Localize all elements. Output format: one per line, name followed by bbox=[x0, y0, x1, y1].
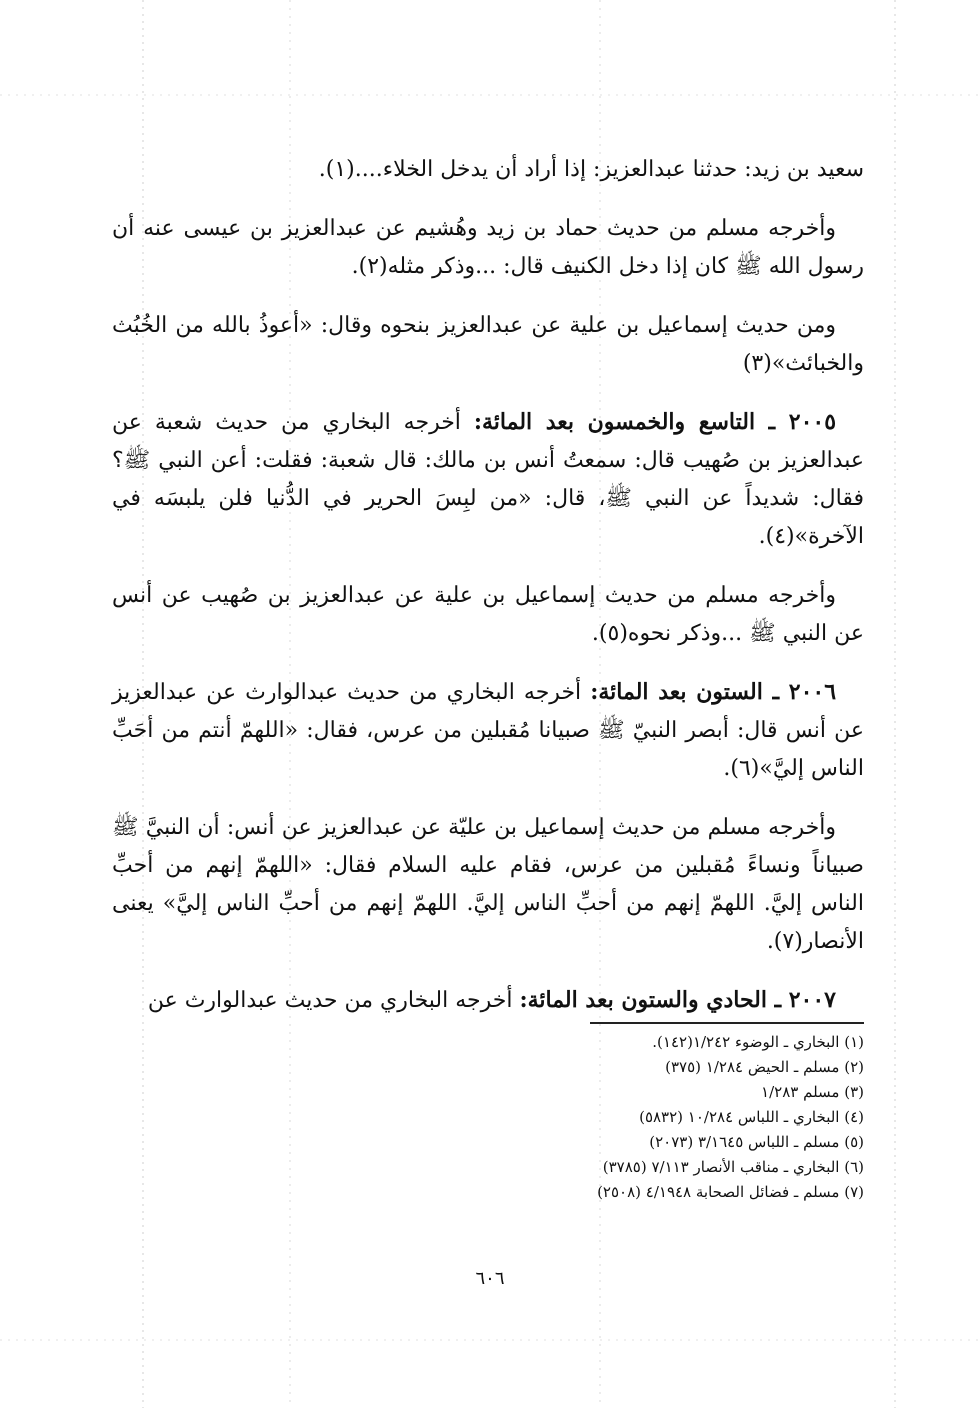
footnote: (٥) مسلم ـ اللباس ٣/١٦٤٥ (٢٠٧٣) bbox=[649, 1133, 864, 1151]
paragraph-text: وأخرجه مسلم من حديث إسماعيل بن علية عن عبدالعزيز بن صُهيب عن أنس عن النبي ﷺ ...وذكر نحوه(٥). bbox=[112, 583, 864, 646]
paragraph-text: وأخرجه مسلم من حديث إسماعيل بن عليّة عن عبدالعزيز عن أنس: أن النبيَّ ﷺ صبياناً ونساءً مُقبلين من عرس، فقام عليه السلام فقال: «اللهمّ إنهم من أحبِّ الناس إليَّ. اللهمّ إنهم من أحبِّ الناس إليَّ. اللهمّ إنهم من أحبِّ الناس إليَّ» يعنى الأنصار(٧). bbox=[112, 815, 864, 954]
hadith-number-heading: ٢٠٠٦ ـ الستون بعد المائة: bbox=[590, 679, 837, 705]
paragraph-text: وأخرجه مسلم من حديث حماد بن زيد وهُشيم عن عبدالعزيز بن عيسى عنه أن رسول الله ﷺ كان إذا دخل الكنيف قال: ...وذكر مثله(٢). bbox=[112, 216, 864, 279]
paragraph-text: أخرجه البخاري من حديث عبدالوارث عن bbox=[147, 988, 520, 1013]
footnote-divider bbox=[590, 1022, 864, 1024]
page-number: ٦٠٦ bbox=[475, 1268, 505, 1289]
hadith-entry-2007 bbox=[112, 981, 864, 1020]
hadith-number-heading: ٢٠٠٥ ـ التاسع والخمسون بعد المائة: bbox=[473, 409, 837, 435]
footnote: (١) البخاري ـ الوضوء ١/٢٤٢(١٤٢). bbox=[652, 1033, 864, 1051]
paragraph-text: أخرجه البخاري من حديث شعبة عن عبدالعزيز بن صُهيب قال: سمعتُ أنس بن مالك: قال شعبة: فقلت: أعن النبي ﷺ؟ فقال: شديداً عن النبي ﷺ، قال: «من لبِسَ الحرير في الدُّنيا فلن يلبسَه في الآخرة»(٤). bbox=[112, 410, 864, 549]
hadith-number-heading: ٢٠٠٧ ـ الحادي والستون بعد المائة: bbox=[519, 987, 836, 1013]
hadith-entry-2005 bbox=[112, 403, 864, 556]
paragraph-text: ومن حديث إسماعيل بن علية عن عبدالعزيز بنحوه وقال: «أعوذُ بالله من الخُبُث والخبائث»(٣) bbox=[112, 313, 864, 376]
paragraph bbox=[112, 209, 864, 286]
footnote: (٣) مسلم ١/٢٨٣ bbox=[761, 1083, 864, 1101]
paragraph-text: سعيد بن زيد: حدثنا عبدالعزيز: إذا أراد أن يدخل الخلاء....(١). bbox=[318, 157, 864, 182]
footnote: (٧) مسلم ـ فضائل الصحابة ٤/١٩٤٨ (٢٥٠٨) bbox=[597, 1183, 864, 1201]
footnote: (٢) مسلم ـ الحيض ١/٢٨٤ (٣٧٥) bbox=[665, 1058, 864, 1076]
paragraph-text: أخرجه البخاري من حديث عبدالوارث عن عبدالعزيز عن أنس قال: أبصر النبيّ ﷺ صبيانا مُقبلين من عرس، فقال: «اللهمّ أنتم من أحَبِّ الناس إليَّ»(٦). bbox=[112, 680, 864, 781]
paragraph bbox=[112, 576, 864, 653]
footnotes bbox=[480, 1030, 864, 1205]
hadith-entry-2006 bbox=[112, 673, 864, 788]
paragraph bbox=[112, 150, 864, 189]
footnote: (٦) البخاري ـ مناقب الأنصار ٧/١١٣ (٣٧٨٥) bbox=[602, 1158, 864, 1176]
main-text bbox=[112, 150, 864, 1040]
paragraph bbox=[112, 808, 864, 961]
footnote: (٤) البخاري ـ اللباس ١٠/٢٨٤ (٥٨٣٢) bbox=[639, 1108, 864, 1126]
paragraph bbox=[112, 306, 864, 383]
